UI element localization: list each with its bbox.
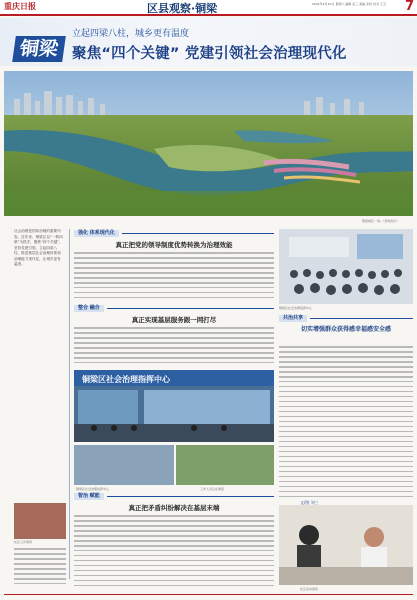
lower-left-photo	[14, 503, 66, 539]
office-photo	[74, 445, 174, 485]
district-tag: 铜梁	[12, 36, 66, 62]
section-headline-4: 真正把矛盾纠纷解决在基层末端	[128, 504, 220, 512]
section-label-4: 智治 赋能	[74, 493, 104, 500]
banner-subtitle: 立起四梁八柱，城乡更有温度	[72, 29, 190, 39]
masthead: 重庆日报	[4, 2, 36, 11]
command-center-photo	[74, 370, 274, 442]
section-band-2	[74, 304, 274, 312]
page-number: 7	[405, 0, 415, 14]
column-divider	[69, 229, 70, 579]
hero-photo	[4, 71, 413, 216]
article-text-2	[74, 327, 274, 367]
section-headline-3: 切实增强群众获得感幸福感安全感	[300, 326, 391, 333]
section-label-3: 共治共享	[279, 315, 307, 322]
footer-rule	[4, 594, 413, 595]
section-headline-1: 真正把党的领导制度优势转换为治理效能	[115, 241, 233, 249]
article-text-1	[74, 252, 274, 300]
lower-right-caption: 社区活动现场	[300, 587, 319, 591]
photo-caption-2: 工作人员正在调度	[200, 487, 225, 491]
section-label-1: 强化 体系现代化	[74, 230, 119, 237]
section-title: 区县观察·铜梁	[147, 2, 218, 15]
side-caption: 铜梁区社会治理指挥中心	[279, 306, 313, 310]
section-band-3	[279, 314, 413, 322]
article-text-5	[14, 548, 66, 590]
section-band-1	[74, 229, 274, 237]
banner-title: 聚焦“四个关键” 党建引领社会治理现代化	[72, 46, 347, 62]
page-meta: 2021年4月10日 星期六 编辑 张三 美编 李四 校对 王五	[312, 2, 387, 6]
service-counter-image	[279, 505, 413, 585]
community-photo	[176, 445, 274, 485]
meeting-image	[279, 229, 413, 304]
hero-caption: 铜梁城区一角。（资料图片）	[362, 219, 400, 223]
lower-left-caption: 社区工作现场	[14, 540, 33, 544]
meeting-photo	[279, 229, 413, 304]
photo-caption-1: 铜梁区社会治理指挥中心	[76, 487, 110, 491]
article-text-4	[74, 515, 274, 590]
lead-text: 社会治理是国家治理的重要内容。近年来，铜梁区以“一核四联”为抓手，聚焦“四个关键”，坚持党建引领，立起四梁八柱，推进基层社会治理体系和治理能力现代化，让城乡更有温度。	[14, 229, 63, 266]
section-band-4	[74, 492, 274, 500]
article-text-3	[279, 346, 413, 501]
section-label-2: 整合 融合	[74, 305, 104, 312]
city-aerial-image	[4, 71, 413, 216]
command-center-image	[74, 370, 274, 442]
byline: 文/图 刘三	[300, 500, 319, 505]
command-center-sign: 铜梁区社会治理指挥中心	[82, 375, 170, 384]
lower-right-photo	[279, 505, 413, 585]
lead-column	[14, 229, 64, 347]
section-headline-2: 真正实现基层服务跟一网打尽	[131, 316, 217, 324]
